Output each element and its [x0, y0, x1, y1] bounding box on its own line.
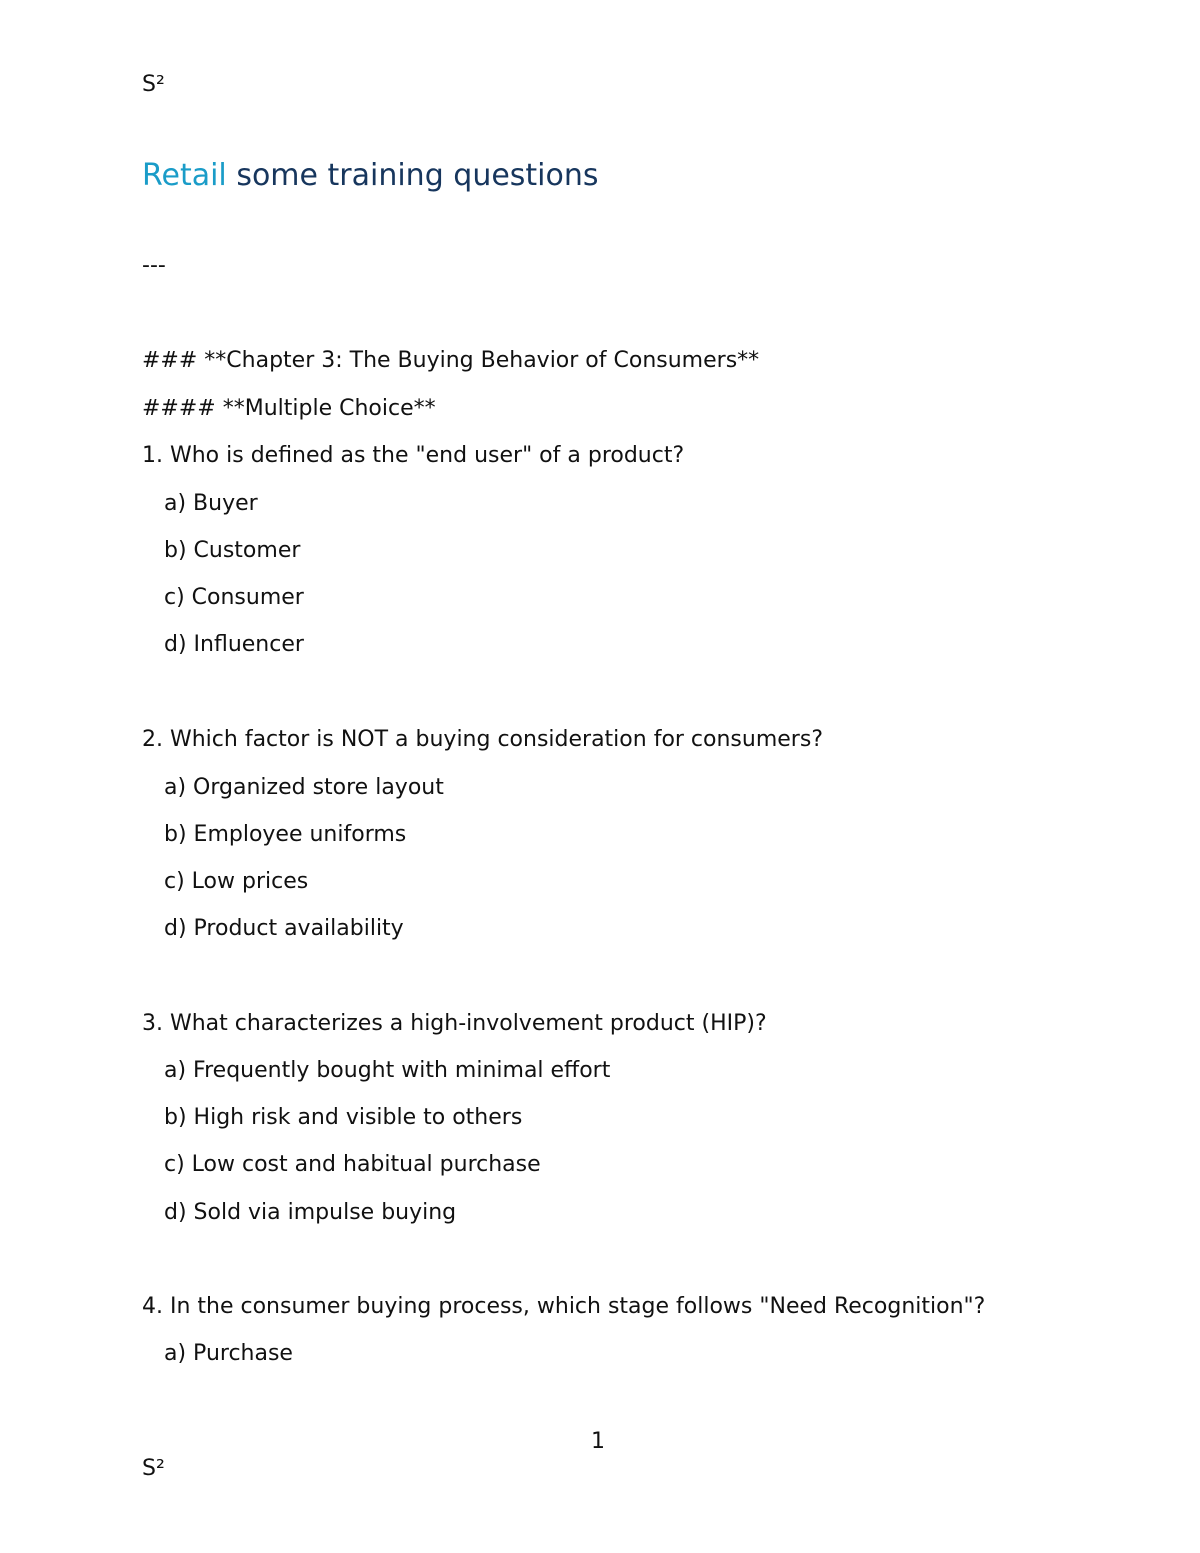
answer-option: d) Influencer — [164, 632, 304, 657]
answer-option: a) Frequently bought with minimal effort — [164, 1058, 611, 1083]
answer-option: c) Low cost and habitual purchase — [164, 1152, 541, 1177]
question-text: 3. What characterizes a high-involvement product (HIP)? — [142, 1011, 767, 1036]
title-rest: some training questions — [226, 158, 599, 193]
page-number: 1 — [591, 1429, 605, 1454]
question-text: 2. Which factor is NOT a buying consideration for consumers? — [142, 727, 823, 752]
header-mark: S² — [142, 72, 165, 97]
chapter-heading: ### **Chapter 3: The Buying Behavior of Consumers** — [142, 348, 760, 373]
separator: --- — [142, 253, 166, 278]
answer-option: a) Buyer — [164, 491, 258, 516]
document-title — [142, 157, 599, 195]
question-text: 4. In the consumer buying process, which stage follows "Need Recognition"? — [142, 1294, 986, 1319]
title-accent: Retail — [142, 158, 227, 193]
answer-option: d) Product availability — [164, 916, 404, 941]
answer-option: d) Sold via impulse buying — [164, 1200, 457, 1225]
answer-option: c) Consumer — [164, 585, 304, 610]
answer-option: a) Organized store layout — [164, 775, 444, 800]
answer-option: a) Purchase — [164, 1341, 293, 1366]
answer-option: c) Low prices — [164, 869, 309, 894]
answer-option: b) High risk and visible to others — [164, 1105, 523, 1130]
section-heading: #### **Multiple Choice** — [142, 396, 436, 421]
footer-mark: S² — [142, 1456, 165, 1481]
answer-option: b) Customer — [164, 538, 301, 563]
answer-option: b) Employee uniforms — [164, 822, 407, 847]
question-text: 1. Who is defined as the "end user" of a product? — [142, 443, 685, 468]
